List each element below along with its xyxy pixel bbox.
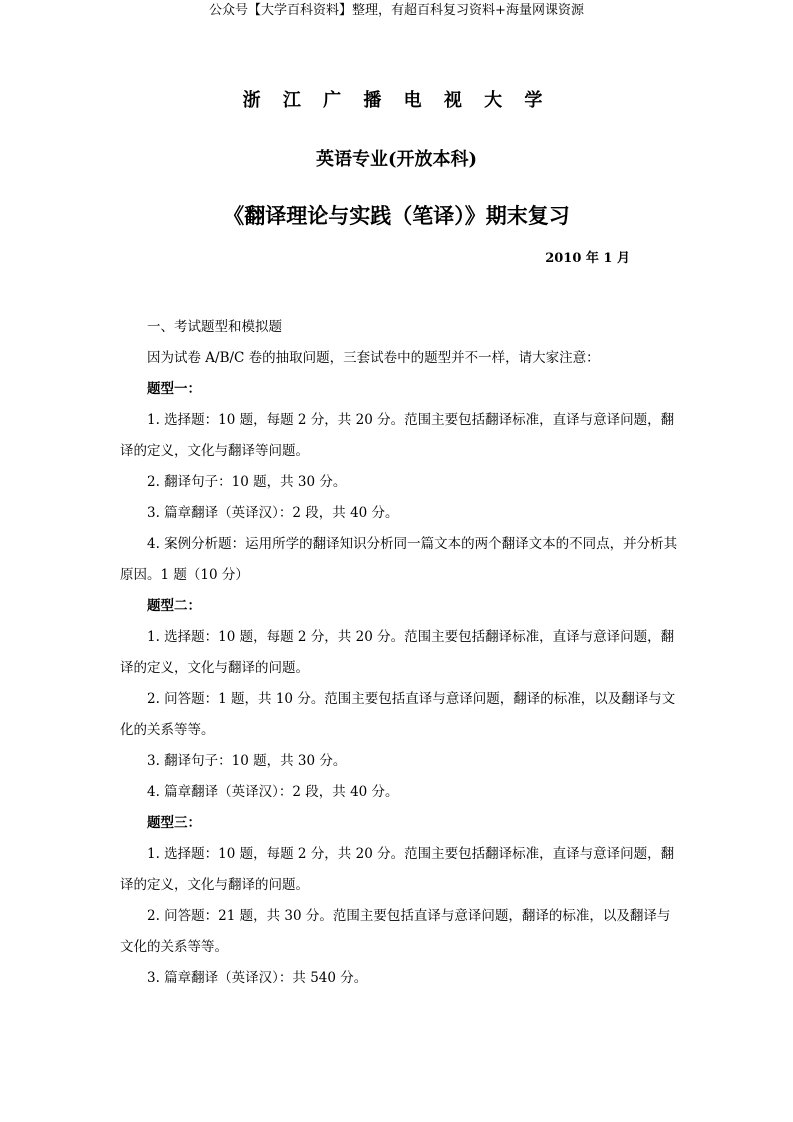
type3-item: 3. 篇章翻译（英译汉）：共 540 分。 — [147, 970, 368, 986]
type3-item: 2. 问答题：21 题，共 30 分。范围主要包括直译与意译问题，翻译的标准，以及翻译与文化的关系等等。 — [120, 908, 671, 955]
type1-item: 2. 翻译句子：10 题，共 30 分。 — [147, 474, 347, 490]
type2-item: 3. 翻译句子：10 题，共 30 分。 — [147, 753, 347, 769]
section-heading: 一、考试题型和模拟题 — [147, 319, 282, 335]
type2-item: 2. 问答题：1 题，共 10 分。范围主要包括直译与意译问题，翻译的标准，以及翻译与文化的关系等等。 — [120, 691, 676, 738]
type1-heading: 题型一： — [147, 381, 201, 397]
university-title: 浙 江 广 播 电 视 大 学 — [242, 90, 551, 111]
type3-heading: 题型三： — [147, 815, 201, 831]
type3-item: 1. 选择题：10 题，每题 2 分，共 20 分。范围主要包括翻译标准，直译与意译问题，翻译的定义，文化与翻译的问题。 — [120, 846, 675, 893]
type1-item: 1. 选择题：10 题，每题 2 分，共 20 分。范围主要包括翻译标准，直译与意译问题，翻译的定义，文化与翻译等问题。 — [120, 412, 675, 459]
section-intro: 因为试卷 A/B/C 卷的抽取问题，三套试卷中的题型并不一样，请大家注意： — [147, 350, 600, 366]
type1-item: 3. 篇章翻译（英译汉）：2 段，共 40 分。 — [147, 505, 399, 521]
type1-item: 4. 案例分析题：运用所学的翻译知识分析同一篇文本的两个翻译文本的不同点，并分析其原因。1 题（10 分） — [120, 536, 678, 583]
header-note: 公众号【大学百科资料】整理，有超百科复习资料+海量网课资源 — [209, 3, 584, 18]
major-title: 英语专业(开放本科) — [315, 149, 478, 170]
course-title: 《翻译理论与实践（笔译）》期末复习 — [223, 203, 570, 228]
document-body — [120, 312, 680, 994]
type2-item: 1. 选择题：10 题，每题 2 分，共 20 分。范围主要包括翻译标准，直译与意译问题，翻译的定义，文化与翻译的问题。 — [120, 629, 675, 676]
document-date: 2010 年 1 月 — [545, 251, 630, 266]
type2-item: 4. 篇章翻译（英译汉）：2 段，共 40 分。 — [147, 784, 399, 800]
type2-heading: 题型二： — [147, 598, 201, 614]
